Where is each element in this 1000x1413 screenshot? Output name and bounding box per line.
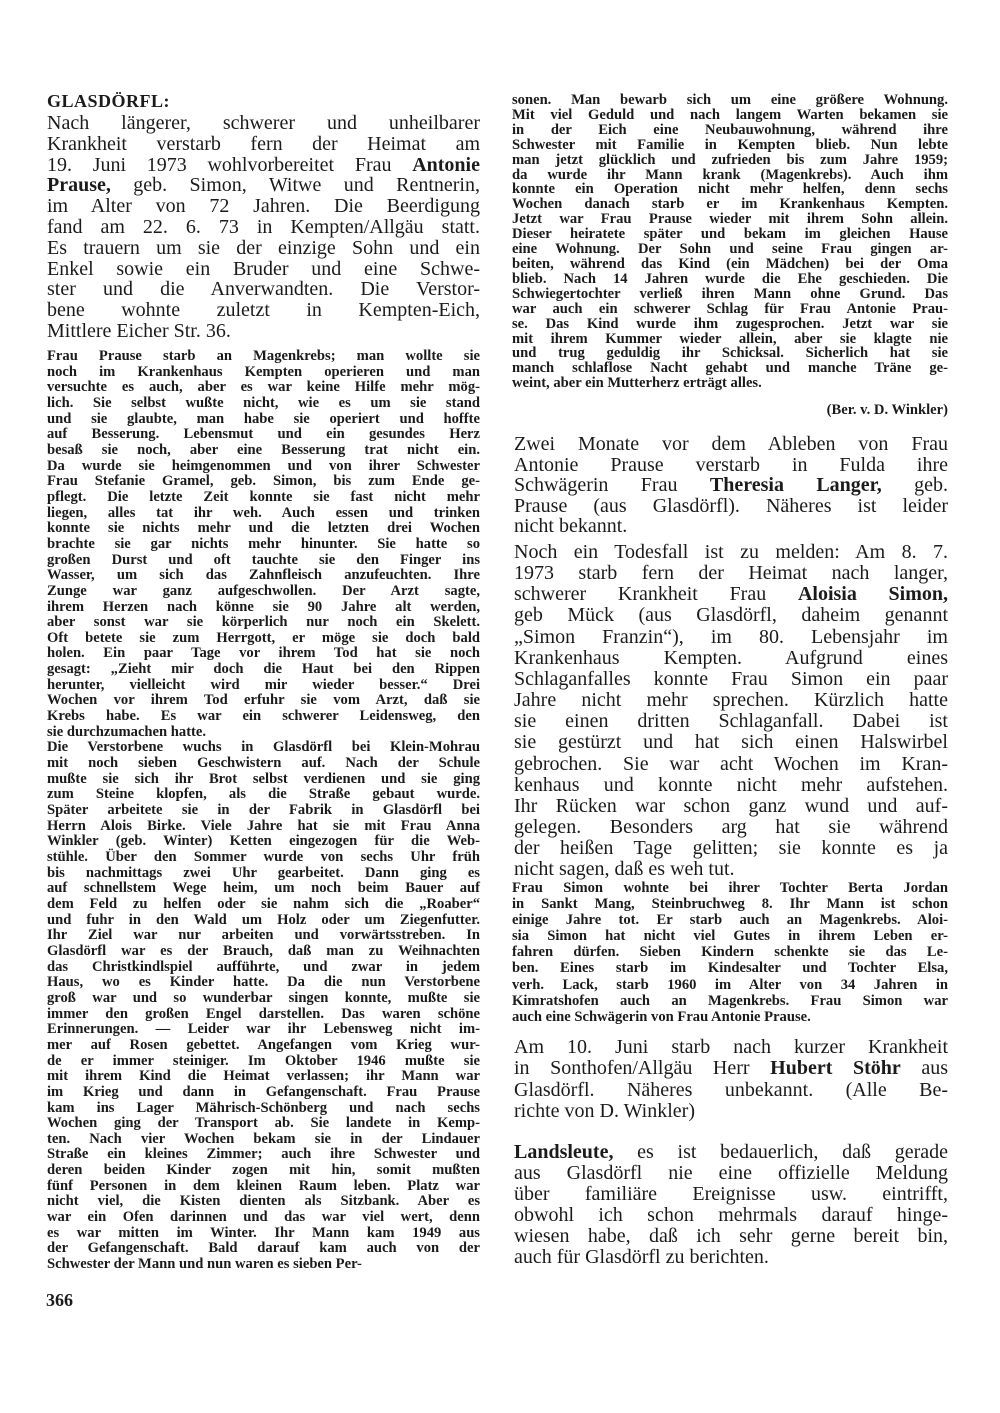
text-line: se. Das Kind wurde ihm zugesprochen. Jetzt war sie — [512, 315, 948, 332]
text-line: auf Besserung. Lebensmut und ein gesundes Herz — [47, 426, 480, 443]
page-number: 366 — [46, 1290, 73, 1310]
text-line: pflegt. Die letzte Zeit konnte sie fast nicht mehr — [47, 488, 480, 505]
text-line: Winkler (geb. Winter) Ketten eingezogen für die Web- — [47, 833, 480, 850]
text-line: der Gefangenschaft. Bald darauf kam auch von der — [47, 1240, 480, 1257]
paragraph — [514, 542, 948, 881]
text-line: aus Glasdörfl nie eine offizielle Meldung — [514, 1162, 948, 1184]
text-line: im Alter von 72 Jahren. Die Beerdigung — [47, 195, 480, 218]
text-line: herunter, vielleicht wird mir wieder besser.“ Drei — [47, 676, 480, 693]
text-line: noch im Krankenhaus Kempten operieren und man — [47, 363, 480, 380]
text-line: mit ihrem Kummer wieder allein, aber sie klagte nie — [512, 330, 948, 347]
text-line: Enkel sowie ein Bruder und eine Schwe- — [47, 257, 480, 280]
text-line: ten. Nach vier Wochen bekam sie in der Lindauer — [47, 1130, 480, 1147]
text-line: mit ihrem Kind die Heimat verlassen; ihr Mann war — [47, 1068, 480, 1085]
notice-hubert-stoehr — [514, 1037, 948, 1122]
text-line: Krankenhaus Kempten. Aufgrund eines — [514, 646, 948, 669]
text-line: „Simon Franzin“), im 80. Lebensjahr im — [514, 625, 948, 648]
bold-name: Prause, — [47, 174, 111, 197]
text-line: Herrn Alois Birke. Viele Jahre hat sie mit Frau Anna — [47, 817, 480, 834]
text-segment: geb. — [881, 474, 949, 497]
text-line: Frau Prause starb an Magenkrebs; man wollte sie — [47, 348, 480, 364]
text-line: besaß sie noch, aber eine Besserung trat nicht ein. — [47, 441, 480, 458]
text-line: Mit viel Geduld und nach langem Warten bekamen sie — [512, 106, 948, 123]
text-line: Prause (aus Glasdörfl). Näheres ist leider — [514, 494, 948, 517]
section-heading: GLASDÖRFL: — [47, 91, 171, 111]
text-line: brachte sie gar nichts mehr hinunter. Sie hatte so — [47, 535, 480, 552]
text-line: Kimratshofen auch an Magenkrebs. Frau Simon war — [512, 992, 948, 1009]
paragraph — [512, 93, 948, 391]
paragraph — [512, 880, 948, 1025]
text-line: Schlaganfalles konnte Frau Simon ein paar — [514, 667, 948, 690]
text-line: Jahre nicht mehr sprechen. Kürzlich hatte — [514, 689, 948, 712]
text-line: Die Verstorbene wuchs in Glasdörfl bei Klein-Mohrau — [47, 739, 480, 756]
paragraph — [514, 1037, 948, 1122]
text-line: Dieser heiratete später und bekam im gleichen Hause — [512, 226, 948, 243]
text-line: lich. Sie selbst wußte nicht, wie es um sie stand — [47, 394, 480, 411]
text-line: de er immer steiniger. Im Oktober 1946 mußte sie — [47, 1052, 480, 1069]
text-line: Antonie Prause verstarb in Fulda ihre — [514, 453, 948, 476]
text-line — [514, 1058, 948, 1079]
bold-name: Theresia Langer, — [709, 474, 882, 497]
text-line: geb Mück (aus Glasdörfl, daheim genannt — [514, 604, 948, 627]
text-line: Straße ein kleines Zimmer; auch ihre Schwester und — [47, 1146, 480, 1163]
text-line: stühle. Über den Sommer wurde von sechs Uhr früh — [47, 849, 480, 865]
text-segment: schwerer Krankheit Frau — [514, 583, 798, 606]
text-line: Am 10. Juni starb nach kurzer Krankheit — [514, 1036, 948, 1058]
paragraph — [514, 434, 948, 537]
text-line: richte von D. Winkler) — [514, 1099, 695, 1122]
text-line: Glasdörfl war es der Brauch, daß man zu Weihnachten — [47, 942, 480, 959]
text-segment: es ist bedauerlich, daß gerade — [613, 1141, 948, 1163]
text-line: über familiäre Ereignisse usw. eintrifft, — [514, 1183, 948, 1205]
notice-aloisia-simon — [514, 542, 948, 881]
text-line: sie gestürzt und hat sich einen Halswirbel — [514, 731, 948, 754]
text-line: sie durchzumachen hatte. — [47, 723, 207, 740]
text-line: Jetzt war Frau Prause wieder mit ihrem Sohn allein. — [512, 211, 948, 228]
text-line: ster und die Anverwandten. Die Verstor- — [47, 278, 480, 301]
text-line: obwohl ich schon mehrmals darauf hinge- — [514, 1204, 948, 1226]
text-line: einige Jahre tot. Er starb auch an Magenkrebs. Aloi- — [512, 912, 948, 929]
text-line: nicht sagen, daß es weh tut. — [514, 858, 735, 881]
text-line: mußte sie sich ihr Brot selbst verdienen und sie ging — [47, 770, 480, 787]
text-line: man jetzt glücklich und zufrieden bis zum Jahre 1959; — [512, 151, 948, 168]
text-line: Wasser, um sich das Zahnfleisch anzufeuchten. Ihre — [47, 567, 480, 584]
text-line: bis nachmittags zwei Uhr gearbeitet. Dann ging es — [47, 864, 480, 881]
text-line: liegen, alles tat ihr weh. Auch essen und trinken — [47, 504, 480, 521]
text-segment: geb. Simon, Witwe und Rentnerin, — [110, 174, 480, 197]
text-line: in der Eich eine Neubauwohnung, während ihre — [512, 121, 948, 138]
text-line: Zunge war ganz aufgeschwollen. Der Arzt sagte, — [47, 582, 480, 599]
text-line: großen Durst und oft tauchte sie den Finger ins — [47, 551, 480, 568]
text-line — [514, 1142, 948, 1163]
text-line: immer den großen Engel darstellen. Das waren schöne — [47, 1005, 480, 1022]
text-line: Zwei Monate vor dem Ableben von Frau — [514, 433, 948, 455]
text-line: das Christkindlspiel aufführte, und zwar in jedem — [47, 958, 480, 975]
text-line: gelegen. Besonders arg hat sie während — [514, 816, 948, 839]
text-line: 1973 starb fern der Heimat nach langer, — [514, 562, 948, 585]
text-line: und sie glaubte, man habe sie operiert und hoffte — [47, 410, 480, 427]
text-segment: aus — [900, 1057, 949, 1080]
text-line: Schwester mit Familie in Kempten blieb. Nun lebte — [512, 136, 948, 153]
text-line: sia Simon hat nicht viel Gutes in ihrem Leben er- — [512, 928, 948, 945]
text-line: in Sankt Mang, Steinbruchweg 8. Ihr Mann ist schon — [512, 896, 948, 913]
text-line: ben. Eines starb im Kindesalter und Tochter Elsa, — [512, 960, 948, 977]
text-line: ihrem Herzen nach könne sie 90 Jahre alt werden, — [47, 598, 480, 615]
bold-name: Antonie — [412, 153, 480, 176]
text-segment: in Sonthofen/Allgäu Herr — [514, 1057, 771, 1080]
text-line: war auch ein schwerer Schlag für Frau Antonie Prau- — [512, 300, 948, 317]
text-line: Frau Simon wohnte bei ihrer Tochter Berta Jordan — [512, 880, 948, 896]
paragraph — [514, 1142, 948, 1268]
text-line: Frau Stefanie Gramel, geb. Simon, bis zum Ende ge- — [47, 473, 480, 490]
text-line — [47, 175, 480, 196]
text-line: Wochen ging der Transport ab. Sie landete in Kemp- — [47, 1115, 480, 1132]
text-line: weint, aber ein Mutterherz erträgt alles. — [512, 375, 762, 392]
text-line: eine Wohnung. Der Sohn und seine Frau gingen ar- — [512, 241, 948, 258]
text-line: sonen. Man bewarb sich um eine größere Wohnung. — [512, 92, 948, 108]
text-line: Mittlere Eicher Str. 36. — [47, 319, 231, 342]
text-line: konnte ein Operation nicht mehr helfen, denn sechs — [512, 181, 948, 198]
text-line: war ein Ofen darinnen und das war viel wert, denn — [47, 1209, 480, 1226]
text-line: verh. Lack, starb 1960 im Alter von 34 Jahren in — [512, 976, 948, 993]
text-line: Noch ein Todesfall ist zu melden: Am 8. 7. — [514, 541, 948, 563]
text-line: fünf Personen in dem kleinen Raum leben. Platz war — [47, 1177, 480, 1194]
text-line: mer auf Rosen gebettet. Angefangen vom Krieg wur- — [47, 1036, 480, 1053]
text-line: gesagt: „Zieht mir doch die Haut bei den Rippen — [47, 661, 480, 678]
text-line: Nach längerer, schwerer und unheilbarer — [47, 112, 480, 134]
death-notice-antonie-prause — [47, 113, 480, 342]
text-line: Glasdörfl. Näheres unbekannt. (Alle Be- — [514, 1078, 948, 1101]
text-line: zum Steine klopfen, als die Straße gebaut wurde. — [47, 786, 480, 803]
text-line: groß war und so wunderbar singen konnte, mußte sie — [47, 989, 480, 1006]
text-line: konnte sie nichts mehr und die letzten drei Wochen — [47, 520, 480, 537]
text-line: Wochen danach starb er im Krankenhaus Kempten. — [512, 196, 948, 213]
text-line: Schwiegertochter verließ ihren Mann ohne Grund. Das — [512, 285, 948, 302]
text-line: blieb. Nach 14 Jahren wurde die Ehe geschieden. Die — [512, 270, 948, 287]
text-line: kam ins Lager Mährisch-Schönberg und nach sechs — [47, 1099, 480, 1116]
notice-theresia-langer — [514, 434, 948, 537]
text-line: dem Feld zu helfen oder sie nahm sich die „Roaber“ — [47, 895, 480, 912]
text-line: holen. Ein paar Tage vor ihrem Tod hat sie noch — [47, 645, 480, 662]
text-line: nicht viel, die Kisten dienten als Sitzbank. Aber es — [47, 1193, 480, 1210]
text-line: Später arbeitete sie in der Fabrik in Glasdörfl bei — [47, 802, 480, 819]
text-segment: Schwägerin Frau — [514, 474, 710, 497]
text-line: Oft betete sie zum Herrgott, er möge sie doch bald — [47, 629, 480, 646]
text-line: Erinnerungen. — Leider war ihr Lebensweg nicht im- — [47, 1021, 480, 1038]
text-line: aber sonst war sie körperlich nur noch ein Skelett. — [47, 614, 480, 631]
text-line: auch eine Schwägerin von Frau Antonie Prause. — [512, 1008, 811, 1025]
text-line: da wurde ihr Mann krank (Magenkrebs). Auch ihm — [512, 166, 948, 183]
text-line: Da wurde sie heimgenommen und von ihrer Schwester — [47, 457, 480, 474]
paragraph — [47, 349, 480, 740]
text-line: deren beiden Kinder zogen mit hin, somit mußten — [47, 1162, 480, 1179]
text-line: Haus, wo es Kinder hatte. Da die nun Verstorbene — [47, 974, 480, 991]
text-line: Krebs habe. Es war ein schwerer Leidensweg, den — [47, 708, 480, 725]
biography-antonie-prause — [47, 349, 480, 1273]
text-segment: 19. Juni 1973 wohlvorbereitet Frau — [47, 153, 413, 176]
text-line — [47, 155, 480, 176]
text-line: Schwester der Mann und nun waren es sieben Per- — [47, 1256, 362, 1273]
text-line: fand am 22. 6. 73 in Kempten/Allgäu statt. — [47, 215, 480, 238]
text-line: auf schnellstem Wege heim, um noch beim Bauer auf — [47, 880, 480, 897]
text-line — [514, 475, 948, 496]
text-line: im Krieg und dann in Gefangenschaft. Frau Prause — [47, 1083, 480, 1100]
bold-name: Aloisia Simon, — [797, 583, 949, 606]
appeal-landsleute — [514, 1142, 948, 1268]
biography-continued — [512, 93, 948, 391]
text-line: sie einen dritten Schlaganfall. Dabei ist — [514, 710, 948, 733]
text-line: mit noch sieben Geschwistern auf. Nach der Schule — [47, 755, 480, 772]
report-signature: (Ber. v. D. Winkler) — [826, 402, 948, 418]
bold-name: Landsleute, — [514, 1141, 614, 1163]
text-line: Wochen vor ihrem Tod erfuhr sie vom Arzt, daß sie — [47, 692, 480, 709]
text-line: und trug geduldig ihr Schicksal. Sicherlich hat sie — [512, 345, 948, 362]
text-line: beiten, während das Kind (ein Mädchen) bei der Oma — [512, 255, 948, 272]
text-line: und fuhr in den Wald um Holz oder um Ziegenfutter. — [47, 911, 480, 928]
text-line: kenhaus und konnte nicht mehr aufstehen. — [514, 773, 948, 796]
paragraph — [47, 113, 480, 342]
text-line: auch für Glasdörfl zu berichten. — [514, 1246, 769, 1268]
text-line: Es trauern um sie der einzige Sohn und ein — [47, 236, 480, 259]
bold-name: Hubert Stöhr — [770, 1057, 901, 1080]
text-line: Ihr Rücken war schon ganz wund und auf- — [514, 794, 948, 817]
text-line: manch schlaflose Nacht gehabt und manche Träne ge- — [512, 360, 948, 377]
details-aloisia-simon — [512, 880, 948, 1025]
text-line: Krankheit verstarb fern der Heimat am — [47, 132, 480, 155]
paragraph — [47, 740, 480, 1272]
text-line: wiesen habe, daß ich sehr gerne bereit bin, — [514, 1225, 948, 1247]
text-line: fahren dürfen. Sieben Kindern schenkte sie das Le- — [512, 944, 948, 961]
text-line: Ihr Ziel war nur arbeiten und vorwärtsstreben. In — [47, 927, 480, 944]
text-line: gebrochen. Sie war acht Wochen im Kran- — [514, 752, 948, 775]
text-line — [514, 584, 948, 605]
text-line: bene wohnte zuletzt in Kempten-Eich, — [47, 299, 480, 322]
text-line: versuchte es auch, aber es war keine Hilfe mehr mög- — [47, 379, 480, 396]
text-line: nicht bekannt. — [514, 515, 628, 538]
text-line: es war mitten im Winter. Ihr Mann kam 1949 aus — [47, 1224, 480, 1241]
text-line: der heißen Tage gelitten; sie konnte es ja — [514, 837, 948, 860]
